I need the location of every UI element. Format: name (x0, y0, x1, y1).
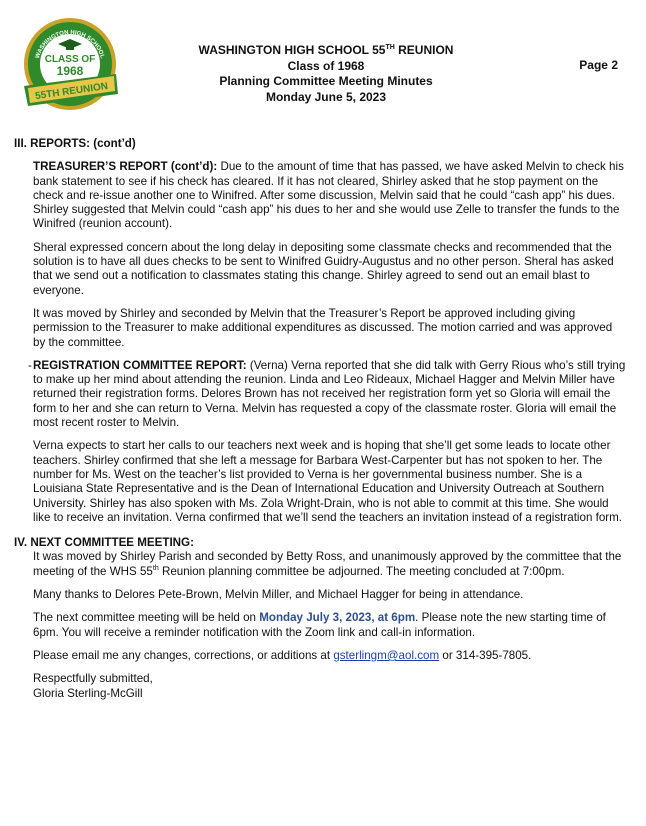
next-meeting-paragraph: The next committee meeting will be held on Monday July 3, 2023, at 6pm. Please note the new starting time of 6pm. You will receive a reminder notification with the Zoom link and call-in information. (33, 611, 606, 639)
document-header (150, 43, 502, 105)
logo-line1: CLASS OF (44, 54, 96, 65)
registration-report-label: REGISTRATION COMMITTEE REPORT: (33, 358, 247, 372)
treasurer-paragraph-2: Sheral expressed concern about the long delay in depositing some classmate checks and recommended that the solution is to have all dues checks to be sent to Winifred Guidry-Augustus and no other person. Sheral has asked that we send out a notification to classmates stating this change. Shirley agreed to send out an email blast to everyone. (33, 240, 614, 297)
registration-paragraph-2: Verna expects to start her calls to our teachers next week and is hoping that she’ll get some leads to locate other teachers. Shirley confirmed that she left a message for Barbara West-Carpenter but has not spoken to her. The number for Ms. West on the teacher’s list provided to Verna is her governmental business number. She is a Louisiana State Representative and is the Dean of International Education and University Outreach at Southern University. Shirley has also spoken with Ms. Zola Wright-Drain, who is not able to commit at this time. She would like to receive an invitation. Verna confirmed that we’ll send the teachers an invitation instead of a registration form. (33, 439, 623, 524)
thanks-paragraph: Many thanks to Delores Pete-Brown, Melvin Miller, and Michael Hagger for being in attendance. (33, 588, 524, 602)
logo-ribbon-text: 55TH REUNION (34, 80, 109, 103)
contact-paragraph: Please email me any changes, corrections, or additions at gsterlingm@aol.com or 314-395-7805. (33, 648, 532, 662)
minutes-body (14, 137, 626, 701)
header-subtitle: Planning Committee Meeting Minutes (219, 74, 433, 88)
reunion-seal-icon (18, 14, 122, 118)
class-of-1968-reunion-logo (18, 14, 122, 118)
next-meeting-date: Monday July 3, 2023, at 6pm (259, 611, 416, 625)
header-class: Class of 1968 (287, 58, 365, 73)
treasurer-paragraph-3: It was moved by Shirley and seconded by Melvin that the Treasurer’s Report be approved including giving permission to the Treasurer to make additional expenditures as discussed. The motion carried and was approved by the committee. (33, 306, 613, 349)
section-next-meeting-heading: IV. NEXT COMMITTEE MEETING: (14, 536, 194, 550)
header-title: WASHINGTON HIGH SCHOOL 55TH REUNION (198, 43, 454, 57)
adjournment-paragraph: It was moved by Shirley Parish and seconded by Betty Ross, and unanimously approved by the committee that the meeting of the WHS 55th Reunion planning committee be adjourned. The meeting concluded at 7:00pm. (33, 550, 622, 578)
header-date: Monday June 5, 2023 (265, 89, 387, 104)
bullet-mark: - (28, 358, 32, 372)
email-link[interactable]: gsterlingm@aol.com (333, 648, 440, 662)
logo-arc-text: WASHINGTON HIGH SCHOOL (34, 29, 106, 60)
logo-line2: 1968 (56, 64, 84, 78)
treasurer-report-label: TREASURER’S REPORT (cont’d): (33, 160, 218, 174)
section-reports-heading: III. REPORTS: (cont’d) (14, 137, 136, 150)
registration-report-paragraph: - REGISTRATION COMMITTEE REPORT: (Verna) Verna reported that she did talk with Gerry Rious who’s still trying to make up her mind about attending the reunion. Linda and Leo Rideaux, Michael Hagger and Melvin Miller have returned their registration forms. Delores Brown has not received her registration form yet so Gloria will email the form to her and she can return to Verna. Melvin has requested a copy of the classmate roster. Gloria will email the most recent roster to Melvin. (28, 358, 626, 430)
page-number: Page 2 (579, 58, 618, 72)
signer-name: Gloria Sterling-McGill (33, 686, 143, 700)
closing-line: Respectfully submitted, (33, 672, 153, 686)
treasurer-report-paragraph: TREASURER’S REPORT (cont’d): Due to the amount of time that has passed, we have asked Melvin to check his bank statement to see if his check has cleared. If it has not cleared, Shirley asked that he stop payment on the check and re-issue another one to Winifred. After some discussion, Melvin said that he could “cash app” his dues. Shirley suggested that Melvin could “cash app” his dues to her and she would use Zelle to transfer the funds to the Winifred (reunion account). (33, 160, 624, 231)
